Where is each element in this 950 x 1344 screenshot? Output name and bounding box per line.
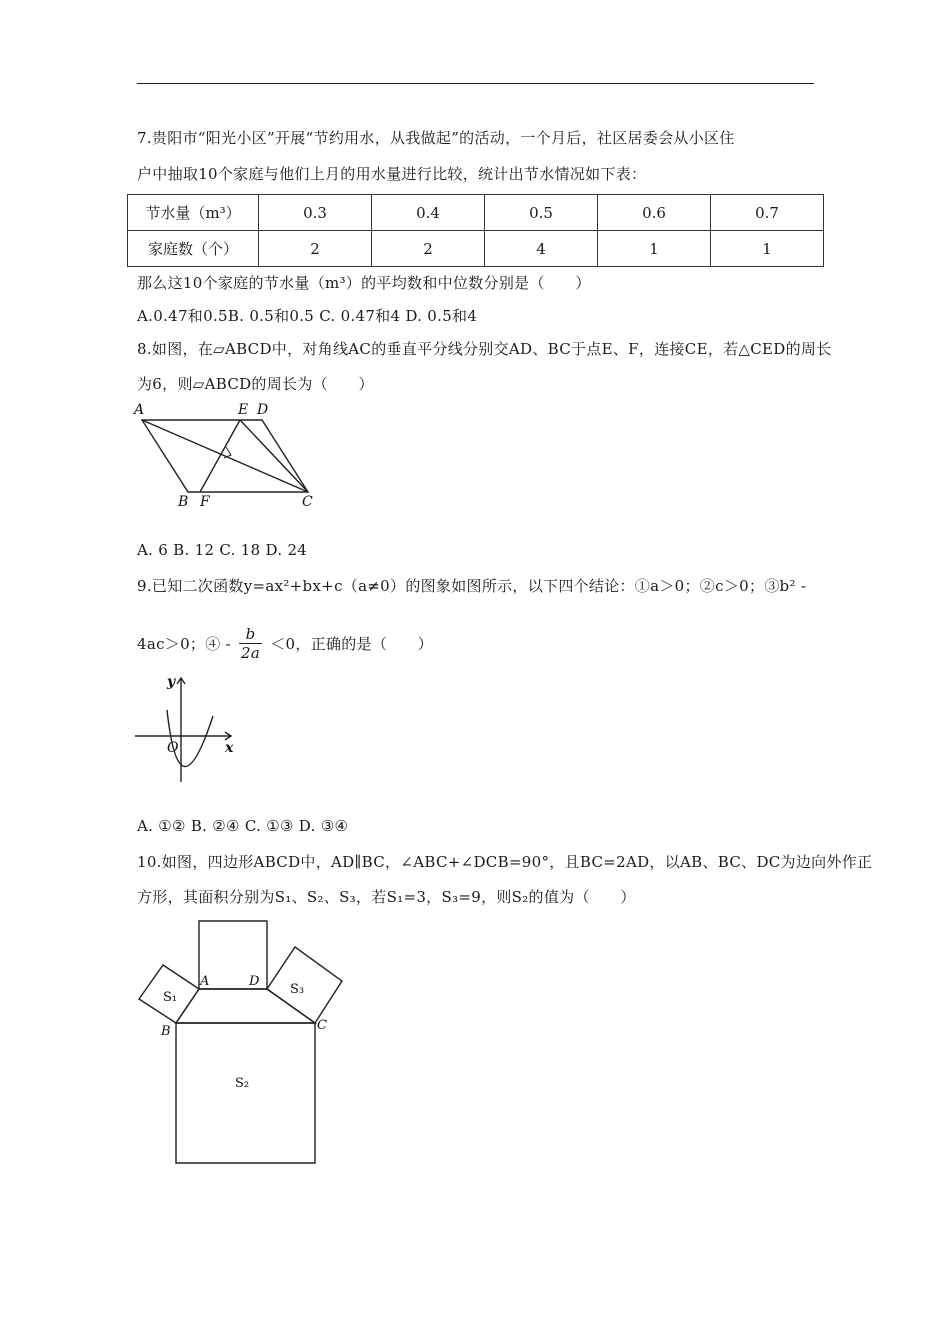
label-c: C <box>302 494 313 510</box>
label-f: F <box>200 494 210 510</box>
row1-label: 节水量（m³） <box>128 195 259 231</box>
q9-options: A. ①② B. ②④ C. ①③ D. ③④ <box>137 817 349 835</box>
square-s3 <box>267 947 342 1023</box>
label-s2: S₂ <box>235 1076 250 1091</box>
square-s2 <box>176 1023 315 1163</box>
table-cell: 0.7 <box>711 195 824 231</box>
q8-text-line1: 8.如图，在▱ABCD中，对角线AC的垂直平分线分别交AD、BC于点E、F，连接CE，若△CED的周长 <box>137 340 832 358</box>
parabola-curve <box>167 710 213 767</box>
label-b: B <box>178 494 189 510</box>
label-d: D <box>249 974 260 989</box>
q9-line2-pre: 4ac＞0；④ - <box>137 635 231 653</box>
squares-figure <box>135 915 350 1170</box>
header-rule <box>137 83 814 84</box>
label-y: y <box>167 674 176 690</box>
parallelogram-figure <box>130 398 330 513</box>
label-e: E <box>238 402 249 418</box>
table-cell: 2 <box>372 231 485 267</box>
q8-options: A. 6 B. 12 C. 18 D. 24 <box>137 541 308 559</box>
water-saving-table <box>127 194 824 267</box>
q7-text-line1: 7.贵阳市“阳光小区”开展“节约用水，从我做起”的活动，一个月后，社区居委会从小区住 <box>137 129 735 147</box>
table-row <box>128 231 824 267</box>
table-cell: 0.6 <box>598 195 711 231</box>
table-cell: 0.4 <box>372 195 485 231</box>
label-s1: S₁ <box>163 990 178 1005</box>
parabola-figure <box>133 672 243 787</box>
q9-line2-post: ＜0，正确的是（ ） <box>270 635 434 653</box>
label-o: O <box>167 740 179 756</box>
q7-question: 那么这10个家庭的节水量（m³）的平均数和中位数分别是（ ） <box>137 274 591 292</box>
q9-text-line2 <box>137 625 433 665</box>
table-cell: 0.3 <box>259 195 372 231</box>
q7-options: A.0.47和0.5B. 0.5和0.5 C. 0.47和4 D. 0.5和4 <box>137 307 478 325</box>
table-cell: 1 <box>598 231 711 267</box>
segment-ce <box>240 420 308 492</box>
diagonal-ac <box>142 420 308 492</box>
q7-text-line2: 户中抽取10个家庭与他们上月的用水量进行比较，统计出节水情况如下表： <box>137 165 647 183</box>
q10-text-line1: 10.如图，四边形ABCD中，AD∥BC，∠ABC+∠DCB=90°，且BC=2AD，以AB、BC、DC为边向外作正 <box>137 853 873 871</box>
label-b: B <box>161 1024 171 1039</box>
table-cell: 1 <box>711 231 824 267</box>
label-s3: S₃ <box>290 982 305 997</box>
q10-text-line2: 方形，其面积分别为S₁、S₂、S₃，若S₁=3，S₃=9，则S₂的值为（ ） <box>137 888 636 906</box>
label-a: A <box>200 974 210 989</box>
table-cell: 0.5 <box>485 195 598 231</box>
table-row <box>128 195 824 231</box>
label-x: x <box>225 740 234 756</box>
label-c: C <box>317 1018 327 1033</box>
fraction-b-over-2a <box>239 625 262 662</box>
label-a: A <box>134 402 145 418</box>
q9-text-line1: 9.已知二次函数y=ax²+bx+c（a≠0）的图象如图所示，以下四个结论：①a＞0；②c＞0；③b² - <box>137 577 807 595</box>
label-d: D <box>257 402 269 418</box>
table-cell: 2 <box>259 231 372 267</box>
fraction-numerator: b <box>239 625 262 644</box>
table-cell: 4 <box>485 231 598 267</box>
row2-label: 家庭数（个） <box>128 231 259 267</box>
q8-text-line2: 为6，则▱ABCD的周长为（ ） <box>137 375 374 393</box>
fraction-denominator: 2a <box>241 644 261 662</box>
perpendicular-bisector-ef <box>200 420 240 492</box>
